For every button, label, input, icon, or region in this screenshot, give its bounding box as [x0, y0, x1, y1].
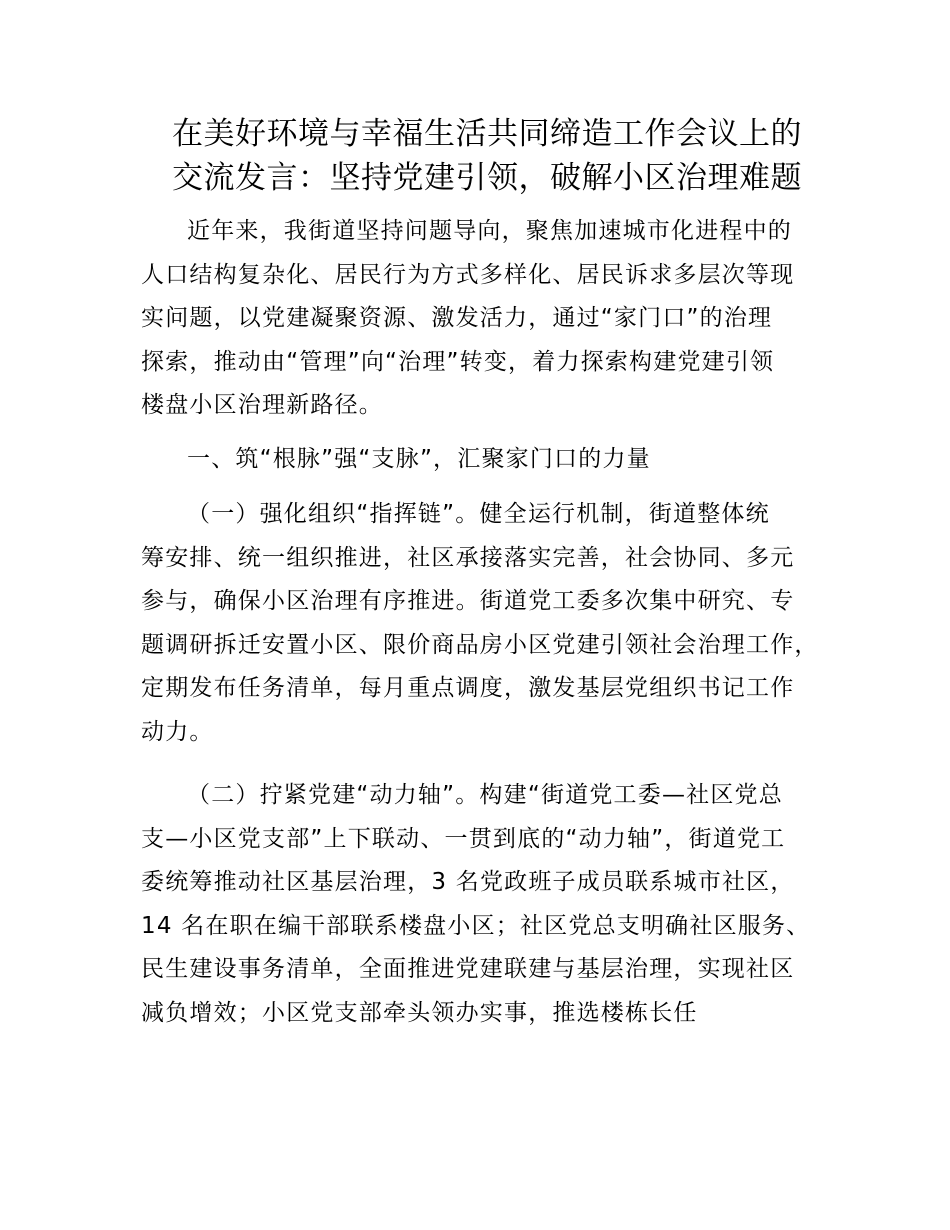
text-line: （二）拧紧党建“动力轴”。构建“街道党工委—社区党总 — [187, 782, 783, 808]
subsection-paragraph-1 — [141, 493, 833, 754]
text-line: 筹安排、统一组织推进，社区承接落实完善，社会协同、多元 — [141, 544, 795, 571]
document-body — [141, 210, 833, 1035]
title-line-2: 交流发言：坚持党建引领，破解小区治理难题 — [172, 160, 802, 196]
text-line: （一）强化组织“指挥链”。健全运行机制，街道整体统 — [187, 501, 770, 527]
intro-paragraph — [141, 210, 833, 428]
text-line: 人口结构复杂化、居民行为方式多样化、居民诉求多层次等现 — [141, 261, 795, 288]
text-line: 实问题，以党建凝聚资源、激发活力，通过“家门口”的治理 — [141, 305, 773, 331]
text-line: 楼盘小区治理新路径。 — [141, 392, 383, 418]
title-line-1: 在美好环境与幸福生活共同缔造工作会议上的 — [172, 116, 802, 152]
text-line: 减负增效；小区党支部牵头领办实事，推选楼栋长任 — [141, 999, 698, 1026]
document-page — [141, 112, 833, 1035]
text-line: 定期发布任务清单，每月重点调度，激发基层党组织书记工作 — [141, 675, 795, 701]
document-title — [141, 112, 833, 200]
text-line: 探索，推动由“管理”向“治理”转变，着力探索构建党建引领 — [141, 348, 775, 375]
text-line: 题调研拆迁安置小区、限价商品房小区党建引领社会治理工作， — [141, 631, 819, 658]
text-line: 委统筹推动社区基层治理，3 名党政班子成员联系城市社区， — [141, 869, 795, 895]
text-line: 14 名在职在编干部联系楼盘小区；社区党总支明确社区服务、 — [141, 912, 811, 939]
text-line: 民生建设事务清单，全面推进党建联建与基层治理，实现社区 — [141, 956, 795, 982]
text-line: 支—小区党支部”上下联动、一贯到底的“动力轴”，街道党工 — [141, 825, 786, 852]
text-line: 一、筑“根脉”强“支脉”，汇聚家门口的力量 — [187, 445, 651, 472]
text-line: 动力。 — [141, 718, 214, 745]
text-line: 近年来，我街道坚持问题导向，聚焦加速城市化进程中的 — [187, 218, 792, 244]
subsection-paragraph-2 — [141, 774, 833, 1035]
section-heading-1 — [141, 438, 833, 482]
text-line: 参与，确保小区治理有序推进。街道党工委多次集中研究、专 — [141, 588, 795, 614]
